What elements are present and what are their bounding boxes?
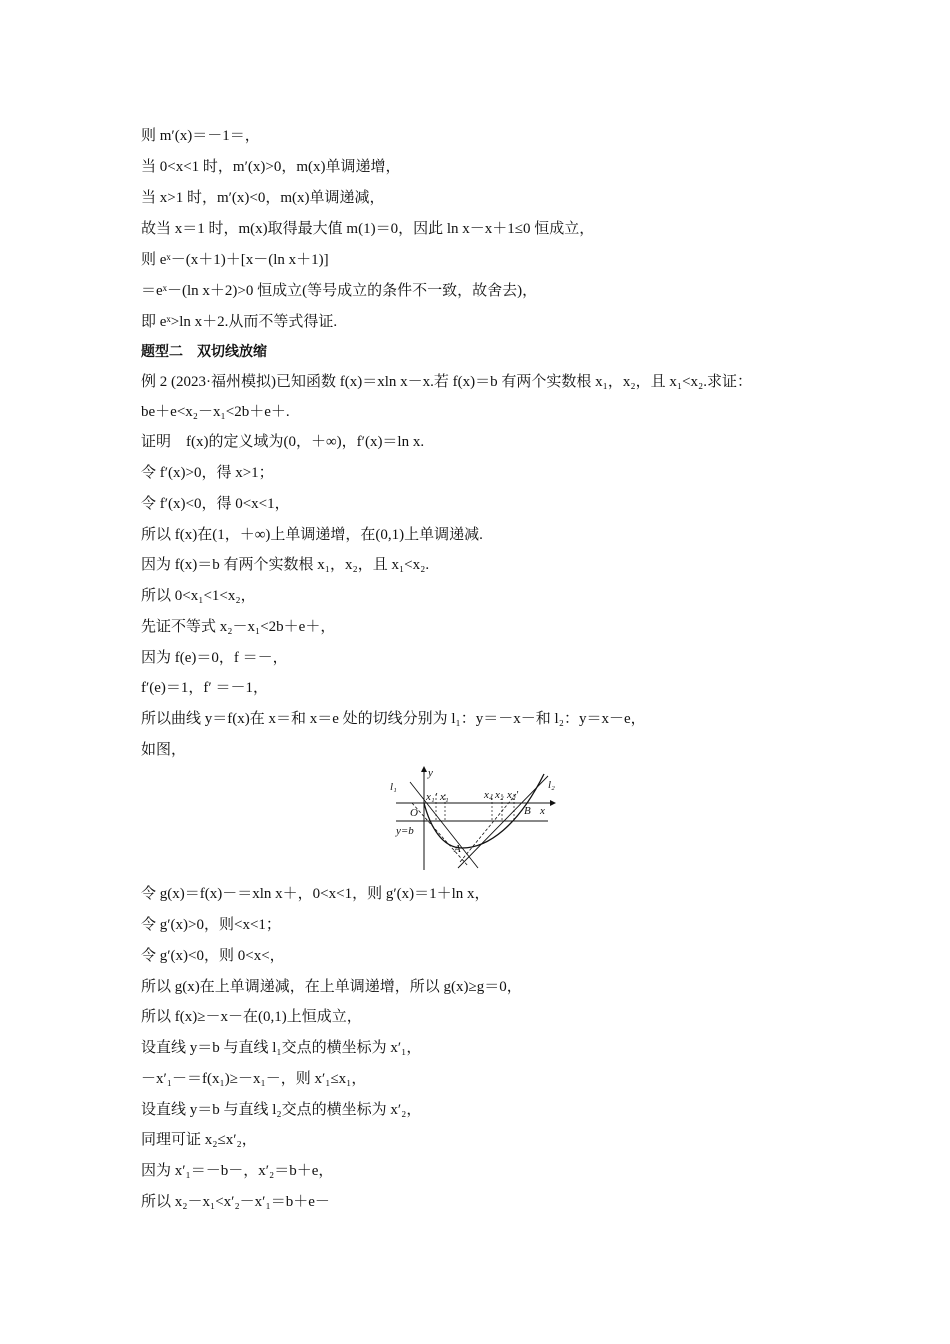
proof-line: 所以 f(x)≥－x－在(0,1)上恒成立， xyxy=(141,1009,362,1025)
label-x: x xyxy=(540,805,545,817)
label-y: y xyxy=(428,767,433,779)
dashed-line xyxy=(412,803,468,866)
tangent-lines-figure xyxy=(388,766,564,874)
proof-line: 令 f′(x)<0，得 0<x<1， xyxy=(141,496,290,512)
text-line: ＝eˣ－(ln x＋2)>0 恒成立(等号成立的条件不一致，故舍去)， xyxy=(141,283,538,299)
label-y-equals-b: y=b xyxy=(396,825,414,837)
label-x2: x₂ xyxy=(495,789,504,801)
section-heading: 题型二 双切线放缩 xyxy=(141,344,267,360)
proof-line: 设直线 y＝b 与直线 l₁交点的横坐标为 x′₁， xyxy=(141,1040,422,1056)
label-x1-prime: x₁′ xyxy=(426,791,438,803)
proof-line: 令 g′(x)<0，则 0<x<， xyxy=(141,948,285,964)
proof-line: 所以曲线 y＝f(x)在 x＝和 x＝e 处的切线分别为 l₁：y＝－x－和 l₂：y＝x－e， xyxy=(141,711,646,727)
proof-line: 因为 x′₁＝－b－，x′₂＝b＋e， xyxy=(141,1163,334,1179)
label-l2: l₂ xyxy=(548,779,555,791)
proof-line: 令 g(x)＝f(x)－＝xln x＋，0<x<1，则 g′(x)＝1＋ln x， xyxy=(141,886,490,902)
example-statement: 例 2 (2023·福州模拟)已知函数 f(x)＝xln x－x.若 f(x)＝b 有两个实数根 x₁，x₂，且 x₁<x₂.求证： xyxy=(141,374,753,390)
text-line: 则 eˣ－(x＋1)＋[x－(ln x＋1)] xyxy=(141,252,329,268)
text-line: 故当 x＝1 时，m(x)取得最大值 m(1)＝0，因此 ln x－x＋1≤0 恒成立， xyxy=(141,221,595,237)
text-line: 即 eˣ>ln x＋2.从而不等式得证. xyxy=(141,314,338,330)
text-line: 当 x>1 时，m′(x)<0，m(x)单调递减， xyxy=(141,190,385,206)
proof-line: f′(e)＝1，f′ ＝－1， xyxy=(141,680,268,696)
y-axis-arrow xyxy=(421,766,427,772)
proof-line: 所以 f(x)在(1，＋∞)上单调递增，在(0,1)上单调递减. xyxy=(141,527,483,543)
figure-svg xyxy=(388,766,564,874)
proof-line: －x′₁－＝f(x₁)≥－x₁－，则 x′₁≤x₁， xyxy=(141,1071,367,1087)
label-l1: l₁ xyxy=(390,781,397,793)
proof-line: 所以 0<x₁<1<x₂， xyxy=(141,588,256,604)
proof-line: 设直线 y＝b 与直线 l₂交点的横坐标为 x′₂， xyxy=(141,1102,422,1118)
proof-line: 证明 f(x)的定义域为(0，＋∞)，f′(x)＝ln x. xyxy=(141,434,425,450)
label-origin: O xyxy=(410,807,418,819)
label-A: A xyxy=(454,843,461,855)
proof-line: 如图， xyxy=(141,742,187,758)
text-line: 则 m′(x)＝－1＝， xyxy=(141,128,260,144)
text-line: 当 0<x<1 时，m′(x)>0，m(x)单调递增， xyxy=(141,159,401,175)
label-x4: x₄ xyxy=(484,789,493,801)
proof-line: 同理可证 x₂≤x′₂， xyxy=(141,1132,257,1148)
dashed-line xyxy=(460,794,516,862)
proof-line: 所以 x₂－x₁<x′₂－x′₁＝b＋e－ xyxy=(141,1194,330,1210)
proof-line: 因为 f(e)＝0，f ＝－， xyxy=(141,650,288,666)
label-x1: x₁ xyxy=(440,791,449,803)
label-B: B xyxy=(524,805,531,817)
proof-line: 所以 g(x)在上单调递减，在上单调递增，所以 g(x)≥g＝0， xyxy=(141,979,522,995)
example-statement: be＋e<x₂－x₁<2b＋e＋. xyxy=(141,404,290,420)
label-x2-prime: x₂′ xyxy=(507,789,519,801)
proof-line: 令 g′(x)>0，则<x<1； xyxy=(141,917,281,933)
proof-line: 因为 f(x)＝b 有两个实数根 x₁，x₂，且 x₁<x₂. xyxy=(141,557,430,573)
proof-line: 令 f′(x)>0，得 x>1； xyxy=(141,465,274,481)
proof-line: 先证不等式 x₂－x₁<2b＋e＋， xyxy=(141,619,336,635)
x-axis-arrow xyxy=(550,800,556,806)
